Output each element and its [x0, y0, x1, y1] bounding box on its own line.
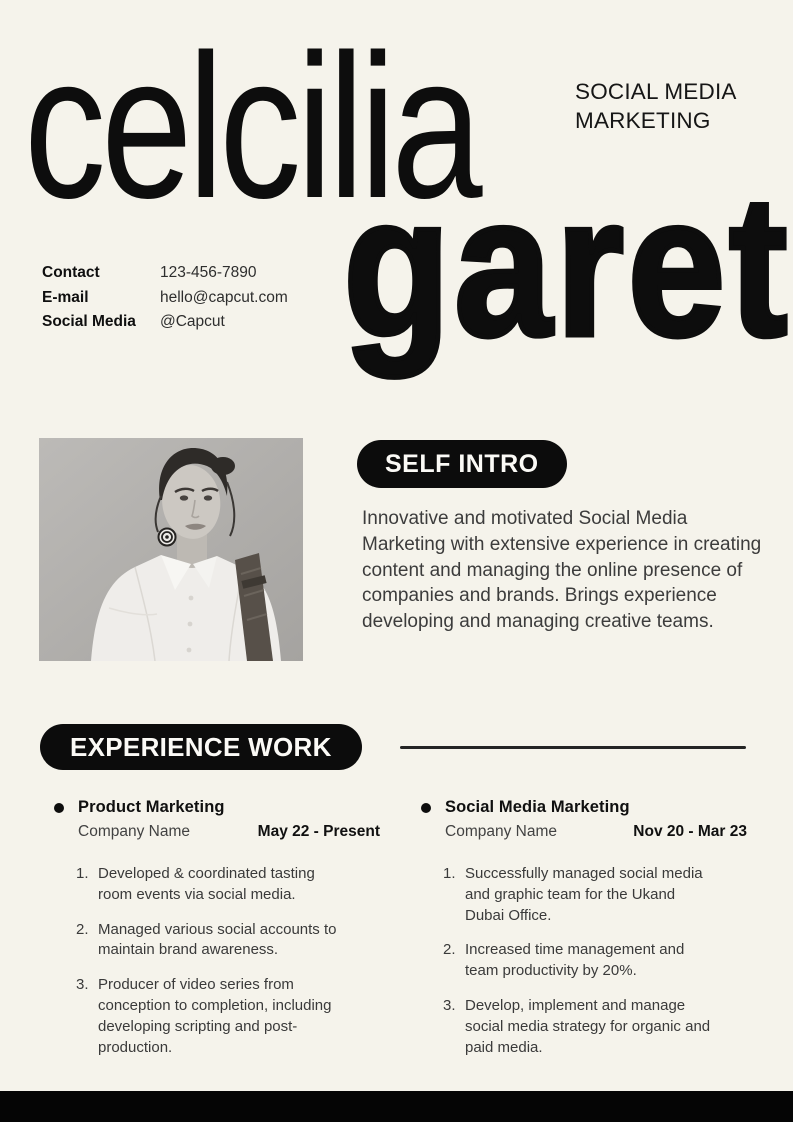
job-title: Product Marketing	[78, 798, 225, 816]
item-text: Increased time management and team productivity by 20%.	[465, 941, 685, 980]
profile-photo	[39, 438, 303, 661]
self-intro-text: Innovative and motivated Social Media Marketing with extensive experience in creating content and managing the online presence of companies and brands. Brings experience developing and managing creative teams.	[362, 508, 762, 633]
role-line-2: MARKETING	[575, 107, 711, 133]
item-text: Managed various social accounts to maintain brand awareness.	[98, 920, 337, 959]
contact-row-social	[42, 310, 288, 335]
phone-value: 123-456-7890	[160, 264, 257, 281]
experience-item	[415, 996, 725, 1058]
job-product-marketing	[48, 798, 380, 1072]
bullet-dot-icon	[54, 803, 64, 813]
experience-item	[48, 920, 358, 962]
social-handle-value: @Capcut	[160, 313, 225, 330]
experience-divider-line	[400, 746, 746, 749]
job-dates: May 22 - Present	[257, 823, 380, 840]
job-social-media-marketing	[415, 798, 747, 1072]
item-text: Producer of video series from conception to completion, including developing scripting and post-production.	[98, 976, 332, 1056]
last-name-heading: garet	[343, 155, 791, 378]
job-achievements-list	[48, 864, 380, 1058]
item-number: 1.	[443, 865, 456, 882]
job-title: Social Media Marketing	[445, 798, 630, 816]
job-header	[415, 798, 747, 841]
contact-section	[42, 261, 288, 335]
contact-row-email	[42, 286, 288, 311]
bullet-dot-icon	[421, 803, 431, 813]
experience-item	[48, 975, 358, 1058]
contact-row-phone	[42, 261, 288, 286]
experience-work-badge: EXPERIENCE WORK	[40, 724, 362, 770]
item-number: 2.	[443, 941, 456, 959]
item-number: 3.	[76, 976, 89, 994]
item-text: Develop, implement and manage social media strategy for organic and paid media.	[465, 996, 711, 1056]
email-label: E-mail	[42, 288, 89, 306]
job-achievements-list	[415, 864, 747, 1058]
first-name-heading: celcilia	[24, 12, 478, 241]
item-number: 3.	[443, 996, 456, 1014]
item-number: 2.	[76, 920, 89, 938]
job-company: Company Name	[445, 823, 557, 840]
social-label: Social Media	[42, 313, 136, 330]
email-value: hello@capcut.com	[160, 288, 288, 306]
contact-label: Contact	[42, 264, 100, 281]
footer-bar	[0, 1091, 793, 1122]
job-subheader	[78, 823, 380, 841]
job-subheader	[445, 823, 747, 841]
item-number: 1.	[76, 865, 89, 882]
job-company: Company Name	[78, 823, 190, 840]
portrait-illustration	[39, 438, 303, 661]
experience-item	[48, 864, 358, 906]
role-title	[575, 78, 737, 136]
self-intro-badge: SELF INTRO	[357, 440, 567, 488]
job-dates: Nov 20 - Mar 23	[633, 823, 747, 840]
item-text: Developed & coordinated tasting room events via social media.	[98, 865, 315, 903]
experience-item	[415, 864, 725, 926]
item-text: Successfully managed social media and graphic team for the Ukand Dubai Office.	[465, 865, 703, 924]
experience-item	[415, 940, 725, 982]
role-line-1: SOCIAL MEDIA	[575, 79, 737, 104]
job-header	[48, 798, 380, 841]
